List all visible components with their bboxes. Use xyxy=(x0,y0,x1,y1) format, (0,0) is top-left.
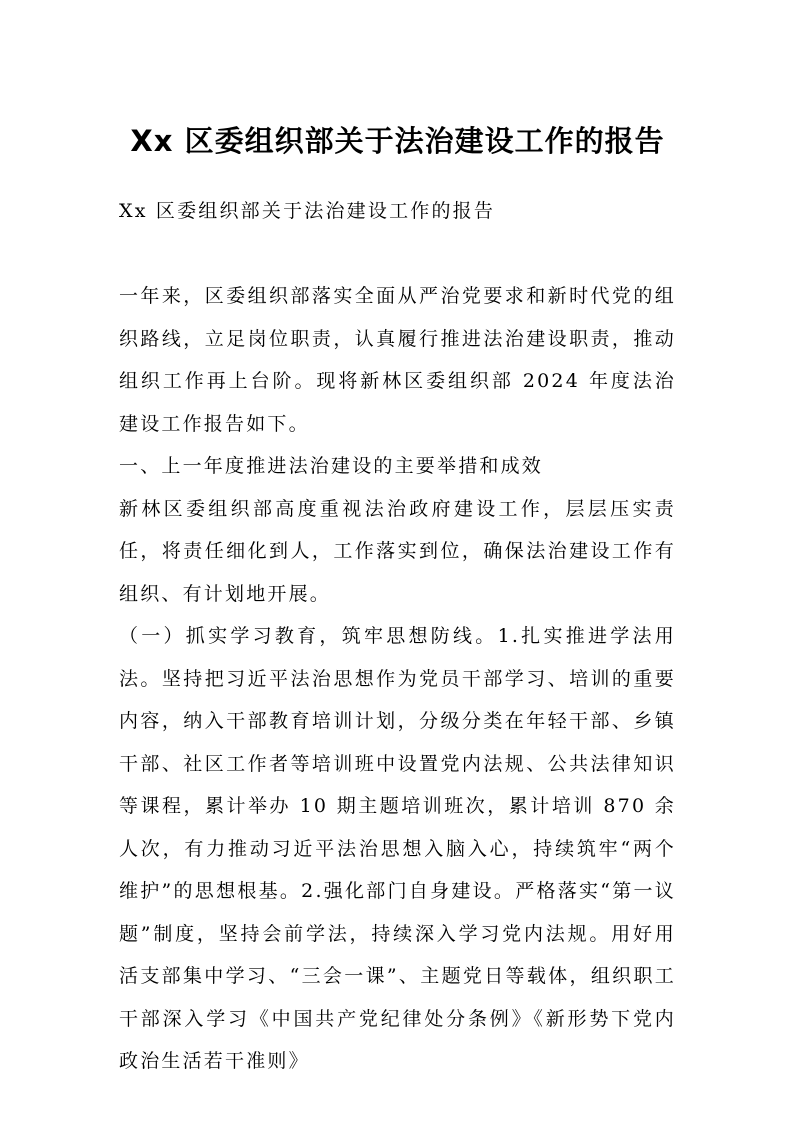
document-subtitle: Xx 区委组织部关于法治建设工作的报告 xyxy=(119,200,496,222)
paragraph-section-measures: （一）抓实学习教育，筑牢思想防线。1.扎实推进学法用法。坚持把习近平法治思想作为党员干部学习、培训的重要内容，纳入干部教育培训计划，分级分类在年轻干部、乡镇干部、社区工作者等培训班中设置党内法规、公共法律知识等课程，累计举办 10 期主题培训班次，累计培训 870 余人次，有力推动习近平法治思想入脑入心，持续筑牢“两个维护”的思想根基。2.强化部门自身建设。严格落实“第一议题”制度，坚持会前学法，持续深入学习党内法规。用好用活支部集中学习、“三会一课”、主题党日等载体，组织职工干部深入学习《中国共产党纪律处分条例》《新形势下党内政治生活若干准则》 xyxy=(119,625,676,1072)
section-heading: 一、上一年度推进法治建设的主要举措和成效 xyxy=(119,455,544,477)
document-title: Xx 区委组织部关于法治建设工作的报告 xyxy=(130,124,665,158)
paragraph-intro: 一年来，区委组织部落实全面从严治党要求和新时代党的组织路线，立足岗位职责，认真履行推进法治建设职责，推动组织工作再上台阶。现将新林区委组织部 2024 年度法治建设工作报告如下。 xyxy=(119,285,676,435)
document-body xyxy=(119,190,676,1083)
paragraph-section-overview: 新林区委组织部高度重视法治政府建设工作，层层压实责任，将责任细化到人，工作落实到位，确保法治建设工作有组织、有计划地开展。 xyxy=(119,497,676,605)
